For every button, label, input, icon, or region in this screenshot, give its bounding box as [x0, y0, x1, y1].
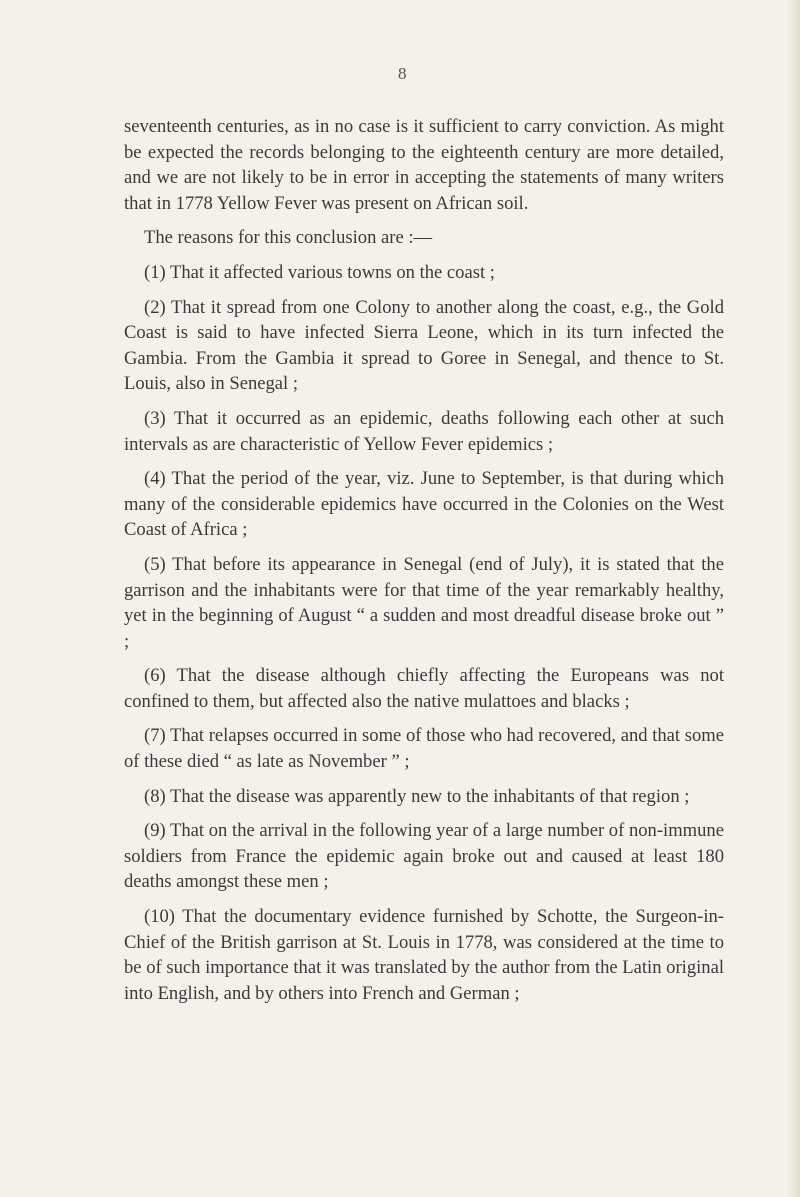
page-number: 8 — [398, 64, 407, 83]
reason-5: (5) That before its appearance in Senegal (end of July), it is stated that the garrison and the inhabitants were for that time of the year remarkably healthy, yet in the beginning of August “ a sudden and most dreadful disease broke out ” ; — [124, 553, 724, 652]
reason-1: (1) That it affected various towns on the coast ; — [144, 261, 495, 283]
reason-4: (4) That the period of the year, viz. June to September, is that during which many of the considerable epidemics have occurred in the Colonies on the West Coast of Africa ; — [124, 468, 724, 541]
reason-6: (6) That the disease although chiefly affecting the Europeans was not confined to them, but affected also the native mulattoes and blacks ; — [124, 665, 724, 712]
reason-2: (2) That it spread from one Colony to another along the coast, e.g., the Gold Coast is said to have infected Sierra Leone, which in its turn infected the Gambia. From the Gambia it spread to Goree in Senegal, and thence to St. Louis, also in Senegal ; — [124, 296, 724, 395]
paragraph-reasons-intro: The reasons for this conclusion are :— — [144, 227, 433, 249]
body-text — [124, 114, 724, 1015]
reason-3: (3) That it occurred as an epidemic, deaths following each other at such intervals as are characteristic of Yellow Fever epidemics ; — [124, 407, 724, 455]
reason-7: (7) That relapses occurred in some of those who had recovered, and that some of these died “ as late as November ” ; — [124, 725, 724, 773]
paragraph-continuation: seventeenth centuries, as in no case is it sufficient to carry conviction. As might be expected the records belonging to the eighteenth century are more detailed, and we are not likely to be in error in accepting the statements of many writers that in 1778 Yellow Fever was present on African soil. — [124, 116, 724, 214]
reason-9: (9) That on the arrival in the following year of a large number of non-immune soldiers from France the epidemic again broke out and caused at least 180 deaths amongst these men ; — [124, 820, 724, 893]
reason-8: (8) That the disease was apparently new to the inhabitants of that region ; — [144, 785, 690, 807]
reason-10: (10) That the documentary evidence furnished by Schotte, the Surgeon-in-Chief of the British garrison at St. Louis in 1778, was considered at the time to be of such importance that it was translated by the author from the Latin original into English, and by others into French and German ; — [124, 906, 724, 1004]
page-edge-shadow — [786, 0, 800, 1197]
